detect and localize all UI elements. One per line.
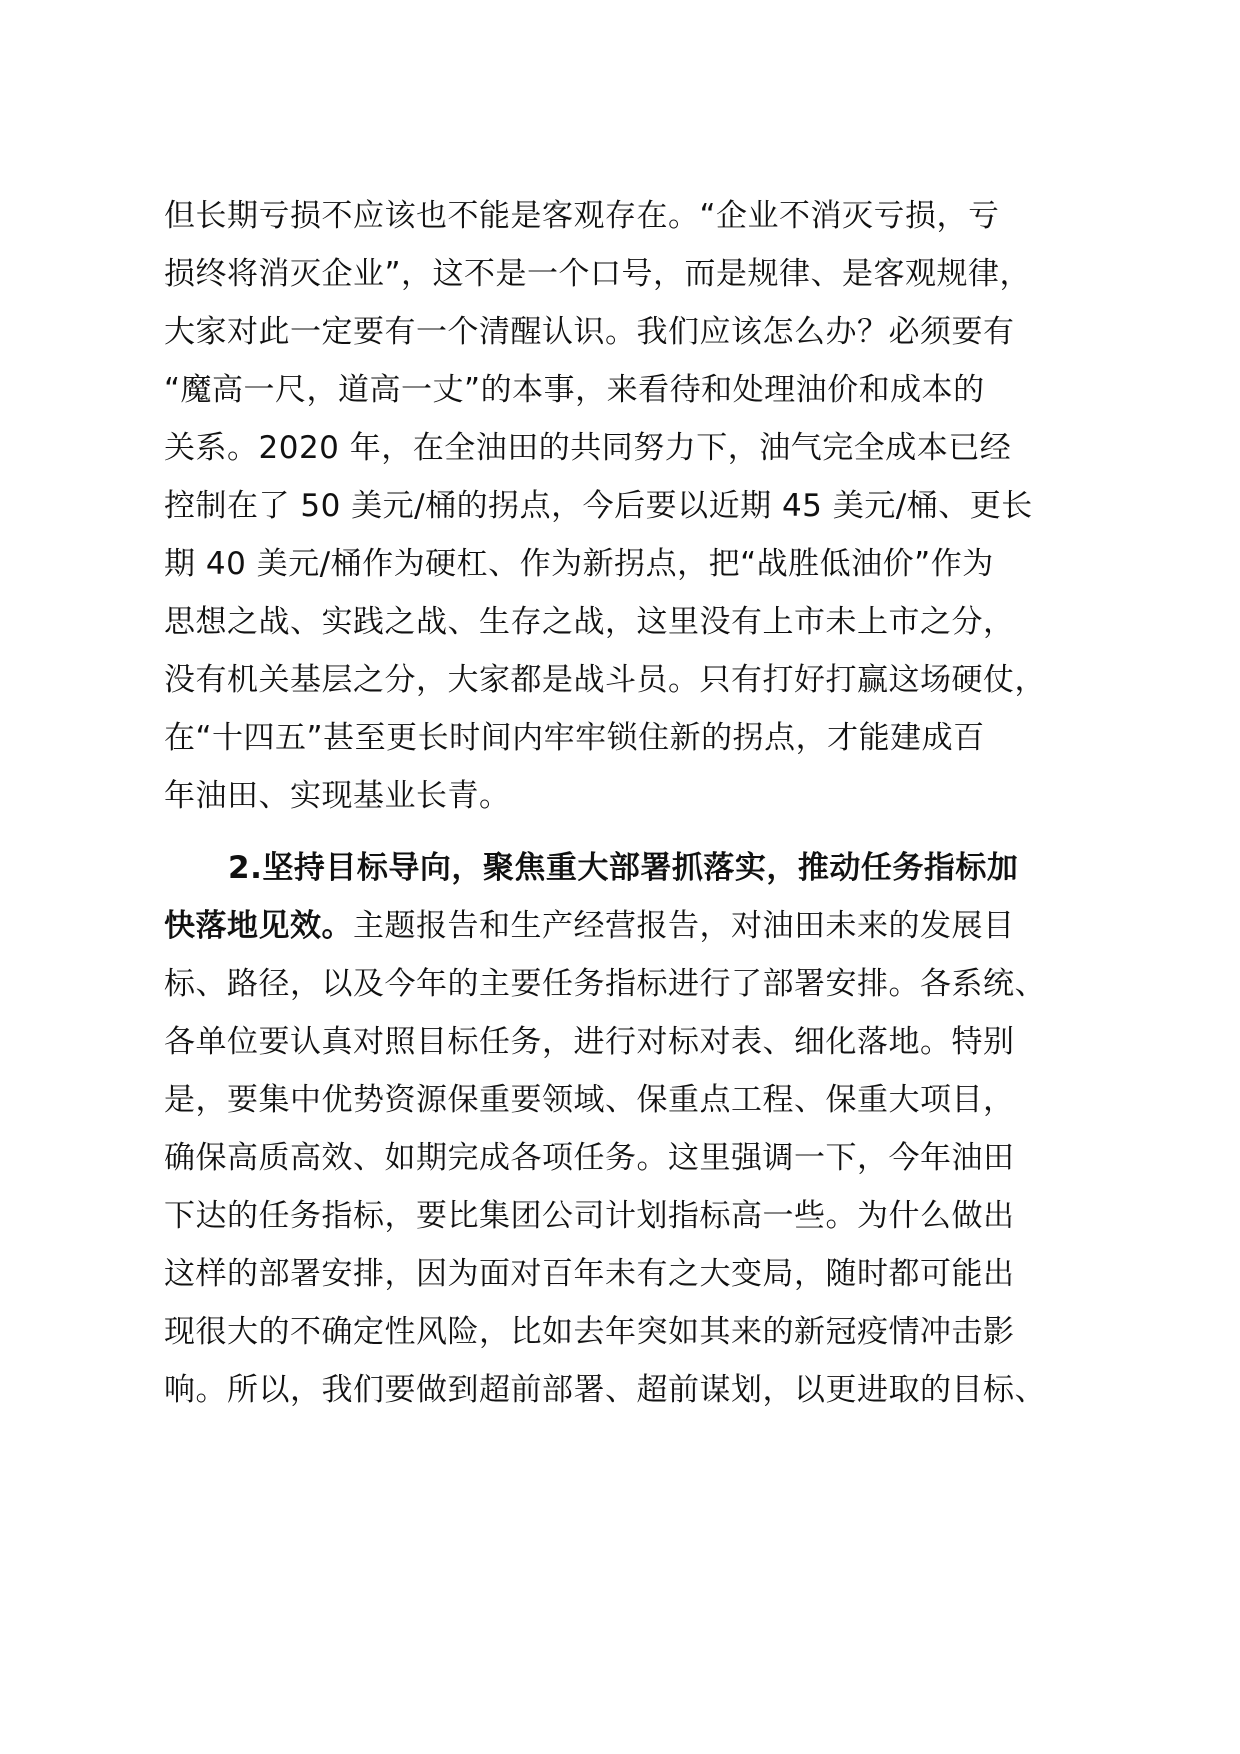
paragraph-line: 响。所以，我们要做到超前部署、超前谋划，以更进取的目标、: [164, 1372, 1046, 1408]
section-heading-end: 快落地见效。: [164, 908, 353, 944]
paragraph-line: 大家对此一定要有一个清醒认识。我们应该怎么办？必须要有: [164, 314, 1015, 350]
paragraph-line: 没有机关基层之分，大家都是战斗员。只有打好打赢这场硬仗，: [164, 662, 1046, 698]
heading-continuation-line: [164, 906, 1015, 946]
paragraph-line: 控制在了 50 美元/桶的拐点，今后要以近期 45 美元/桶、更长: [164, 488, 1033, 524]
paragraph-line: 在“十四五”甚至更长时间内牢牢锁住新的拐点，才能建成百: [164, 720, 985, 756]
paragraph-line: 下达的任务指标，要比集团公司计划指标高一些。为什么做出: [164, 1198, 1015, 1234]
paragraph-line: “魔高一尺，道高一丈”的本事，来看待和处理油价和成本的: [164, 372, 985, 408]
paragraph-line: 关系。2020 年，在全油田的共同努力下，油气完全成本已经: [164, 430, 1012, 466]
paragraph-line: 是，要集中优势资源保重要领域、保重点工程、保重大项目，: [164, 1082, 1015, 1118]
section-heading: 2.坚持目标导向，聚焦重大部署抓落实，推动任务指标加: [228, 850, 1019, 886]
paragraph-line: 年油田、实现基业长青。: [164, 778, 511, 814]
paragraph-line: 思想之战、实践之战、生存之战，这里没有上市未上市之分，: [164, 604, 1015, 640]
paragraph-line: 标、路径，以及今年的主要任务指标进行了部署安排。各系统、: [164, 966, 1046, 1002]
paragraph-text: 主题报告和生产经营报告，对油田未来的发展目: [353, 908, 1015, 944]
paragraph-line: 这样的部署安排，因为面对百年未有之大变局，随时都可能出: [164, 1256, 1015, 1292]
paragraph-line: 各单位要认真对照目标任务，进行对标对表、细化落地。特别: [164, 1024, 1015, 1060]
paragraph-line: 期 40 美元/桶作为硬杠、作为新拐点，把“战胜低油价”作为: [164, 546, 994, 582]
paragraph-line: 损终将消灭企业”，这不是一个口号，而是规律、是客观规律，: [164, 256, 1032, 292]
paragraph-line: 但长期亏损不应该也不能是客观存在。“企业不消灭亏损，亏: [164, 198, 1000, 234]
paragraph-line: 现很大的不确定性风险，比如去年突如其来的新冠疫情冲击影: [164, 1314, 1015, 1350]
paragraph-line: 确保高质高效、如期完成各项任务。这里强调一下，今年油田: [164, 1140, 1015, 1176]
